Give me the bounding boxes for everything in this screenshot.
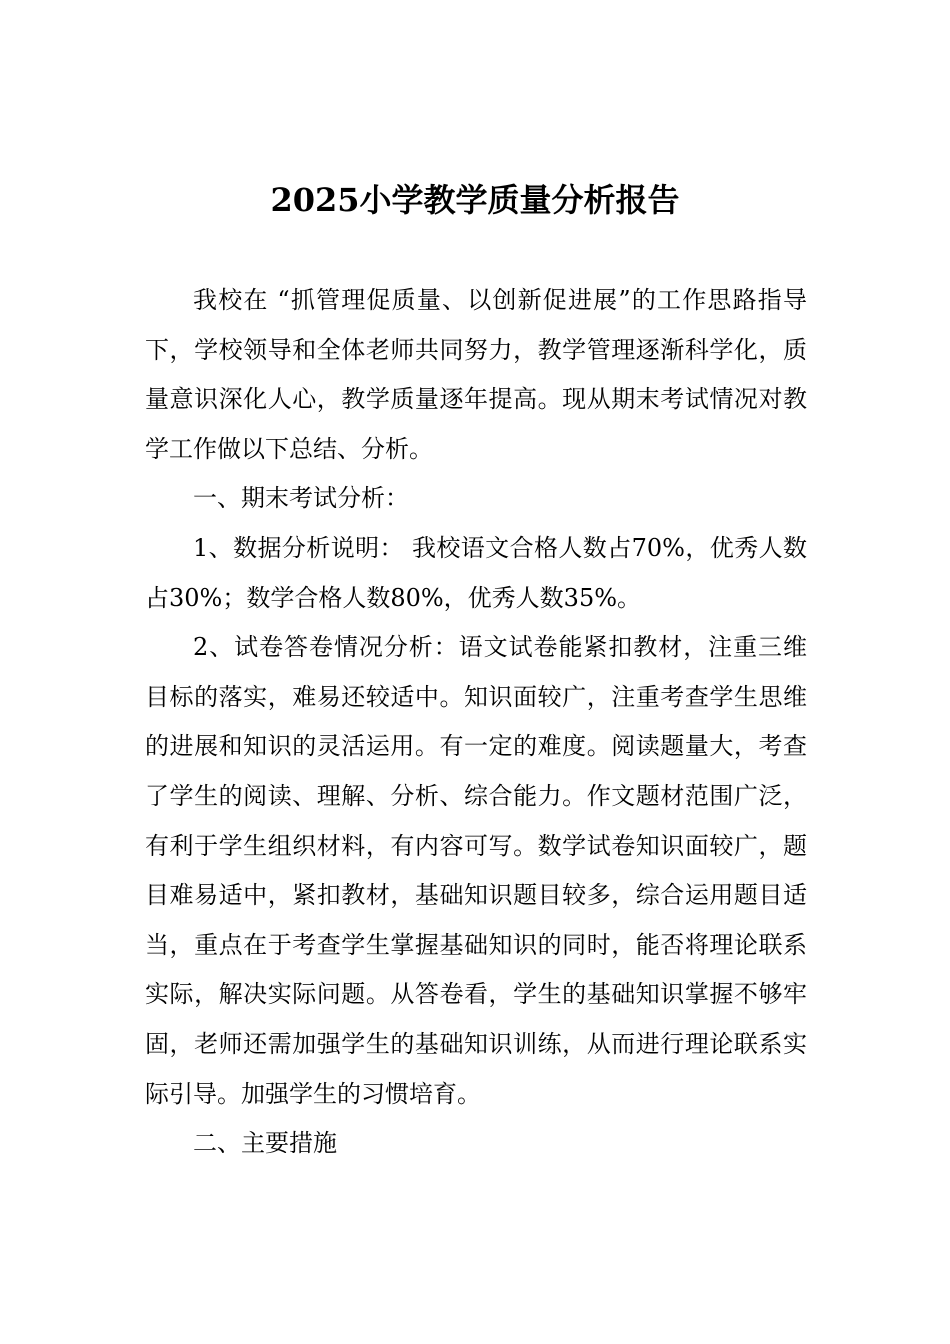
document-title: 2025小学教学质量分析报告	[270, 181, 680, 219]
document-body	[145, 276, 807, 1169]
paragraph-paper-analysis: 2、试卷答卷情况分析：语文试卷能紧扣教材，注重三维目标的落实，难易还较适中。知识面较广，注重考查学生思维的进展和知识的灵活运用。有一定的难度。阅读题量大，考查了学生的阅读、理解、分析、综合能力。作文题材范围广泛，有利于学生组织材料，有内容可写。数学试卷知识面较广，题目难易适中，紧扣教材，基础知识题目较多，综合运用题目适当，重点在于考查学生掌握基础知识的同时，能否将理论联系实际，解决实际问题。从答卷看，学生的基础知识掌握不够牢固，老师还需加强学生的基础知识训练，从而进行理论联系实际引导。加强学生的习惯培育。	[145, 633, 807, 1108]
paragraph-data-analysis: 1、数据分析说明： 我校语文合格人数占70%，优秀人数占30%；数学合格人数80%，优秀人数35%。	[145, 533, 807, 612]
paragraph-intro: 我校在 “抓管理促质量、以创新促进展”的工作思路指导下，学校领导和全体老师共同努力，教学管理逐渐科学化，质量意识深化人心，教学质量逐年提高。现从期末考试情况对教学工作做以下总结、分析。	[145, 286, 807, 463]
heading-main-measures: 二、主要措施	[193, 1129, 337, 1158]
heading-exam-analysis: 一、期末考试分析：	[193, 484, 409, 513]
